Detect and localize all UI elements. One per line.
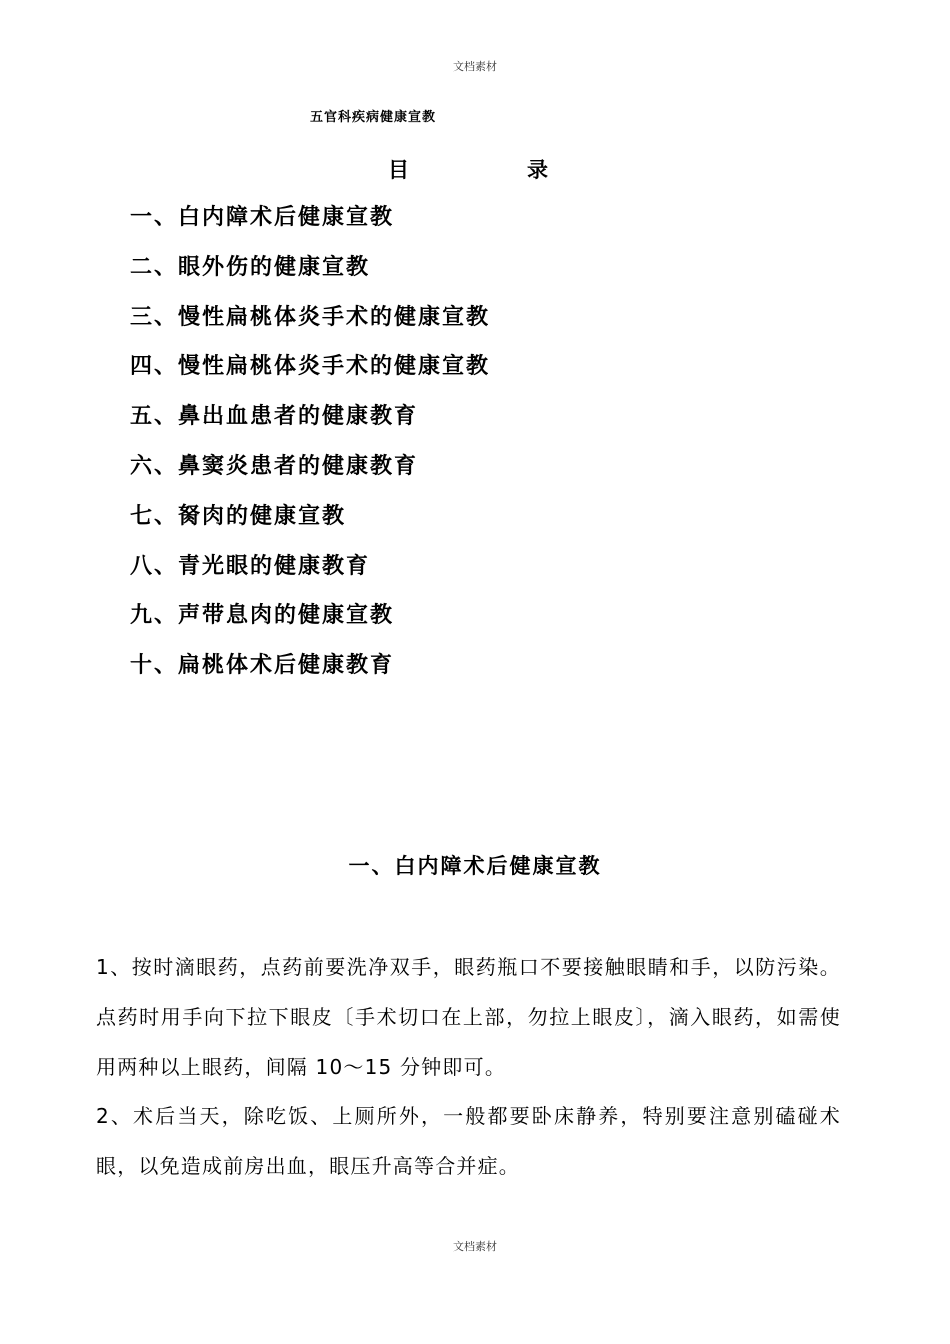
page-header: 文档素材 xyxy=(453,60,497,73)
toc-item-10[interactable]: 十、扁桃体术后健康教育 xyxy=(130,652,395,679)
toc-item-5[interactable]: 五、鼻出血患者的健康教育 xyxy=(130,403,419,430)
toc-item-9[interactable]: 九、声带息肉的健康宣教 xyxy=(130,602,395,629)
paragraph-2: 2、术后当天，除吃饭、上厕所外，一般都要卧床静养，特别要注意别磕碰术眼，以免造成前房出血，眼压升高等合并症。 xyxy=(96,1104,841,1178)
toc-item-7[interactable]: 七、胬肉的健康宣教 xyxy=(130,502,347,529)
toc-item-4[interactable]: 四、慢性扁桃体炎手术的健康宣教 xyxy=(130,353,491,380)
toc-item-1[interactable]: 一、白内障术后健康宣教 xyxy=(130,204,395,230)
document-title: 五官科疾病健康宣教 xyxy=(310,110,437,125)
toc-heading xyxy=(388,154,548,184)
toc-item-3[interactable]: 三、慢性扁桃体炎手术的健康宣教 xyxy=(130,303,491,330)
page-footer: 文档素材 xyxy=(453,1240,497,1253)
section-title: 一、白内障术后健康宣教 xyxy=(348,853,602,878)
toc-heading-right: 录 xyxy=(527,157,548,182)
table-of-contents xyxy=(130,200,490,698)
toc-item-6[interactable]: 六、鼻窦炎患者的健康教育 xyxy=(130,452,419,479)
paragraph-1: 1、按时滴眼药，点药前要洗净双手，眼药瓶口不要接触眼睛和手，以防污染。点药时用手向下拉下眼皮〔手术切口在上部，勿拉上眼皮〕，滴入眼药，如需使用两种以上眼药，间隔 10～15 分钟即可。 xyxy=(96,955,841,1079)
toc-heading-left: 目 xyxy=(388,157,409,182)
toc-item-2[interactable]: 二、眼外伤的健康宣教 xyxy=(130,253,371,280)
toc-item-8[interactable]: 八、青光眼的健康教育 xyxy=(130,552,371,579)
